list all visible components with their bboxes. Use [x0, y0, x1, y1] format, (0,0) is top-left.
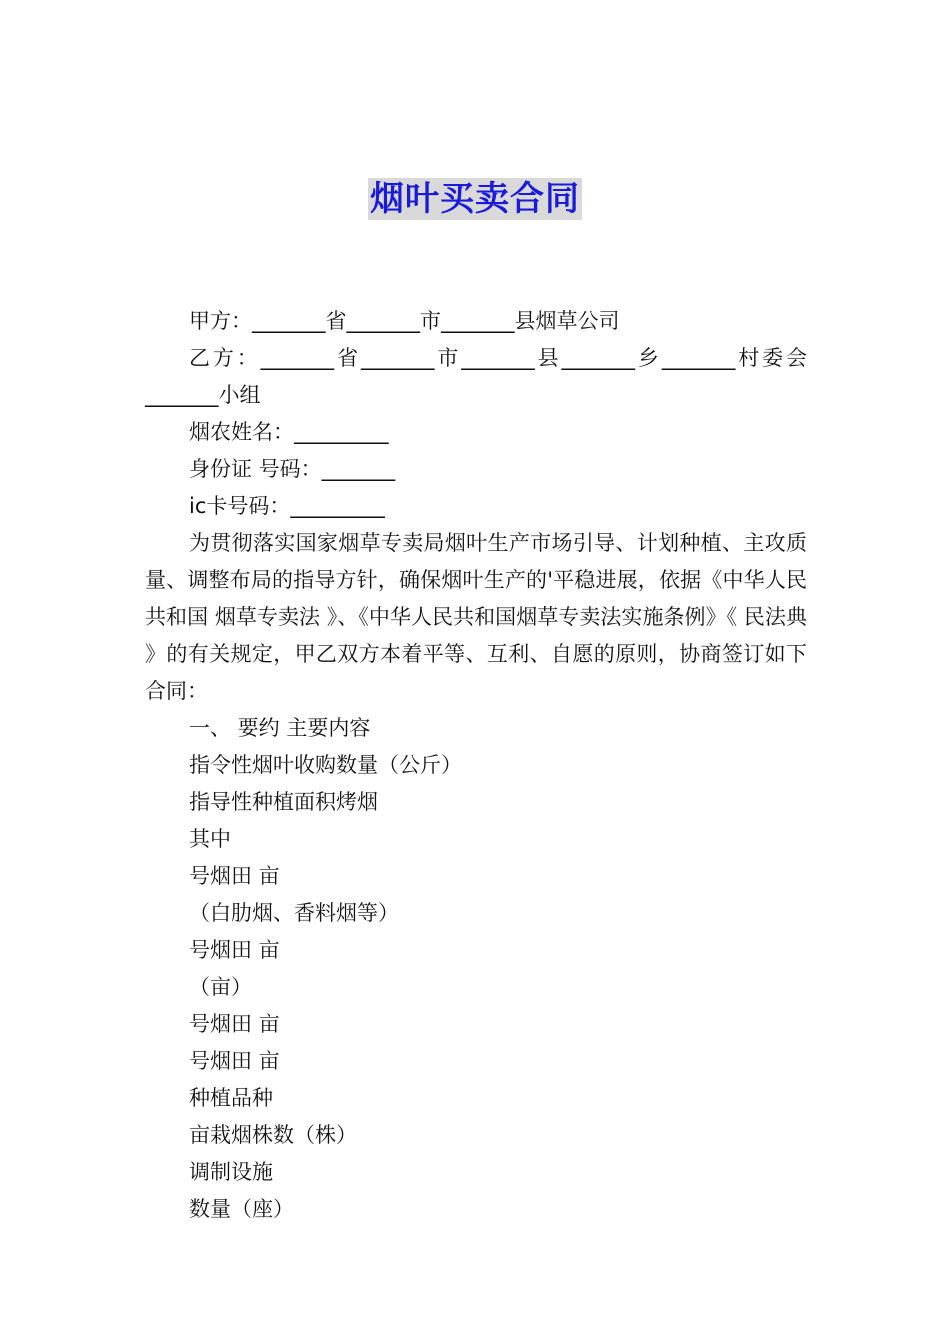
ic-number-line: ic卡号码：_________ — [189, 494, 385, 518]
title-container — [0, 178, 950, 220]
content-line: 数量（座） — [189, 1197, 294, 1221]
party-b-line: 乙方：_______省_______市_______县_______乡_______村委会_______小组 — [145, 346, 807, 407]
content-line: 号烟田 亩 — [189, 1049, 280, 1073]
content-line: 指导性种植面积烤烟 — [189, 790, 378, 814]
content-line: 号烟田 亩 — [189, 1012, 280, 1036]
content-line: 种植品种 — [189, 1086, 273, 1110]
content-line: 调制设施 — [189, 1160, 273, 1184]
content-line: （亩） — [189, 975, 252, 999]
content-line: 号烟田 亩 — [189, 864, 280, 888]
content-line: （白肋烟、香料烟等） — [189, 901, 399, 925]
party-a-line: 甲方：_______省_______市_______县烟草公司 — [189, 309, 620, 333]
id-number-line: 身份证 号码：_______ — [189, 457, 396, 481]
section-1-heading: 一、 要约 主要内容 — [189, 716, 371, 740]
preamble-paragraph: 为贯彻落实国家烟草专卖局烟叶生产市场引导、计划种植、主攻质量、调整布局的指导方针，确保烟叶生产的'平稳进展，依据《中华人民共和国 烟草专卖法 》、《中华人民共和国烟草专卖法实施条例》《 民法典 》的有关规定，甲乙双方本着平等、互利、自愿的原则，协商签订如下合同： — [145, 531, 807, 703]
content-line: 号烟田 亩 — [189, 938, 280, 962]
content-line: 其中 — [189, 827, 231, 851]
content-line: 亩栽烟株数（株） — [189, 1123, 357, 1147]
document-body — [145, 303, 807, 1228]
content-line: 指令性烟叶收购数量（公斤） — [189, 753, 462, 777]
farmer-name-line: 烟农姓名：_________ — [189, 420, 389, 444]
document-title: 烟叶买卖合同 — [370, 179, 580, 219]
